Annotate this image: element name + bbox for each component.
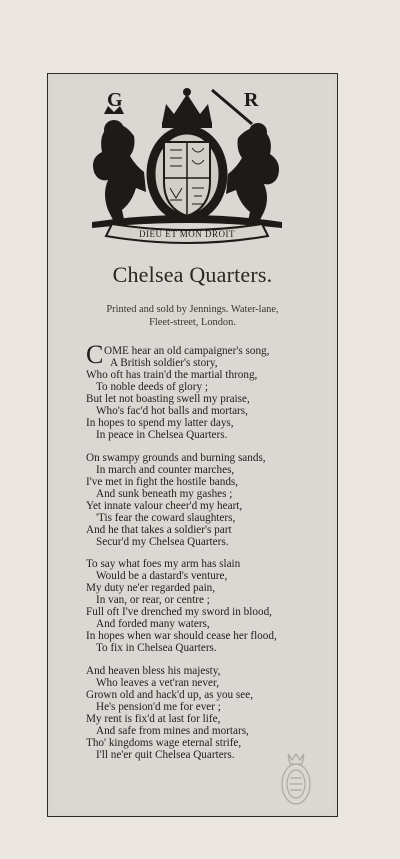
verse-line: Full oft I've drenched my sword in blood, <box>86 606 272 618</box>
verse-line: But let not boasting swell my praise, <box>86 393 250 405</box>
svg-text:G: G <box>107 89 123 111</box>
svg-text:R: R <box>244 89 259 111</box>
verse-line: OME hear an old campaigner's song, <box>104 345 270 357</box>
verse-line: Who oft has train'd the martial throng, <box>86 369 258 381</box>
verse-line: To fix in Chelsea Quarters. <box>96 642 217 654</box>
verse-line: Who's fac'd hot balls and mortars, <box>96 405 248 417</box>
verse-line: My duty ne'er regarded pain, <box>86 582 216 594</box>
verse-line: Who leaves a vet'ran never, <box>96 677 220 689</box>
verse-line: In peace in Chelsea Quarters. <box>96 429 228 441</box>
verse-line: 'Tis fear the coward slaughters, <box>96 512 236 524</box>
verse-line: In march and counter marches, <box>96 464 235 476</box>
verse-line: I'll ne'er quit Chelsea Quarters. <box>96 749 235 761</box>
imprint-line-2: Fleet-street, London. <box>149 317 236 328</box>
verse-line: My rent is fix'd at last for life, <box>86 713 221 725</box>
verse-line: On swampy grounds and burning sands, <box>86 452 266 464</box>
verse-line: And sunk beneath my gashes ; <box>96 488 233 500</box>
verse-line: I've met in fight the hostile bands, <box>86 476 239 488</box>
verse-line: In van, or rear, or centre ; <box>96 594 210 606</box>
verse-line: To noble deeds of glory ; <box>96 381 208 393</box>
verse-line: A British soldier's story, <box>110 357 218 369</box>
svg-text:DIEU ET MON DROIT: DIEU ET MON DROIT <box>138 229 236 239</box>
verse-line: He's pension'd me for ever ; <box>96 701 221 713</box>
verse-line: Yet innate valour cheer'd my heart, <box>86 500 243 512</box>
verse-line: In hopes when war should cease her flood, <box>86 630 277 642</box>
verse-line: To say what foes my arm has slain <box>86 558 241 570</box>
verse-line: Secur'd my Chelsea Quarters. <box>96 536 229 548</box>
verse-line: And he that takes a soldier's part <box>86 524 232 536</box>
verse-line: Tho' kingdoms wage eternal strife, <box>86 737 242 749</box>
imprint-line-1: Printed and sold by Jennings. Water-lane, <box>106 304 279 315</box>
verse-line: Grown old and hack'd up, as you see, <box>86 689 253 701</box>
verse-line: Would be a dastard's venture, <box>96 570 228 582</box>
verse-line: And safe from mines and mortars, <box>96 725 249 737</box>
verse-line: In hopes to spend my latter days, <box>86 417 234 429</box>
verse-line: And heaven bless his majesty, <box>86 665 221 677</box>
ballad-title: Chelsea Quarters. <box>112 262 273 287</box>
library-stamp <box>278 748 314 808</box>
drop-cap: C <box>86 340 104 369</box>
verse-line: And forded many waters, <box>96 618 210 630</box>
